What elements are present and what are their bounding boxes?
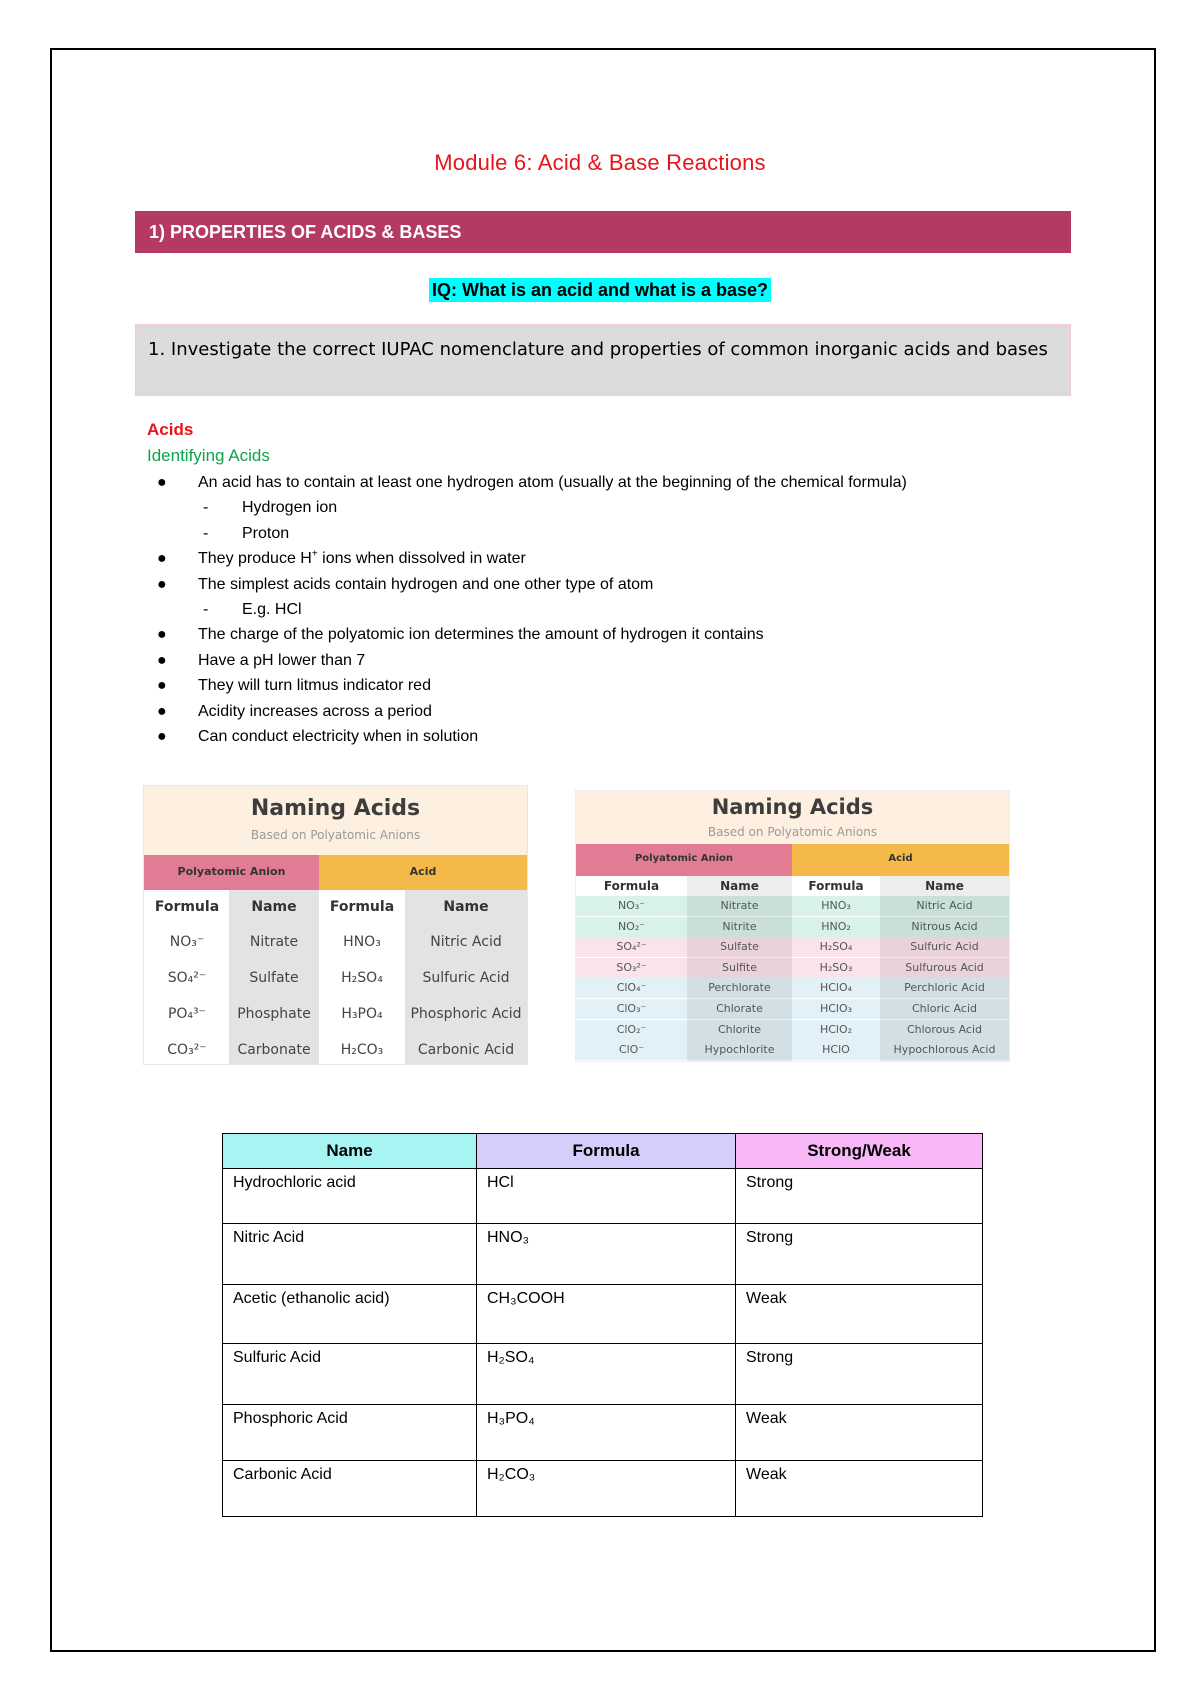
figure-col-header: Formula <box>603 879 660 893</box>
list-item: ● They will turn litmus indicator red <box>147 673 1077 698</box>
inquiry-question: IQ: What is an acid and what is a base? <box>429 278 771 302</box>
bullet-icon: ● <box>157 550 167 568</box>
figure-cell: Carbonate <box>237 1042 311 1058</box>
figure-col-header: Formula <box>329 899 395 915</box>
cell-name: Sulfuric Acid <box>223 1344 477 1405</box>
bullet-icon: ● <box>157 702 167 720</box>
figure-cell: H₂SO₃ <box>819 960 853 974</box>
figure-cell: Sulfite <box>721 960 758 974</box>
list-item: ● They produce H+ ions when dissolved in water <box>147 546 1077 571</box>
cell-formula: H₃PO₄ <box>477 1405 736 1461</box>
cell-formula: CH₃COOH <box>477 1285 736 1344</box>
figure-cell: SO₃²⁻ <box>616 960 647 974</box>
list-item: ● Can conduct electricity when in solution <box>147 724 1077 749</box>
inquiry-question-wrap <box>0 278 1200 302</box>
naming-acids-figure-1 <box>143 785 528 1065</box>
figure-title: Naming Acids <box>711 795 874 819</box>
header-name: Name <box>223 1134 477 1169</box>
syllabus-point: 1. Investigate the correct IUPAC nomenclature and properties of common inorganic acids and bases <box>135 324 1071 396</box>
table-row <box>223 1169 983 1224</box>
figure-cell: Nitrate <box>720 899 759 912</box>
figure-cell: Nitric Acid <box>916 899 973 912</box>
cell-formula: H₂SO₄ <box>477 1344 736 1405</box>
figure-cell: Sulfurous Acid <box>905 960 984 974</box>
list-item: ● The charge of the polyatomic ion determines the amount of hydrogen it contains <box>147 622 1077 647</box>
figure-cell: Chlorite <box>717 1022 762 1036</box>
header-strength: Strong/Weak <box>736 1134 983 1169</box>
bullet-icon: ● <box>157 651 167 669</box>
figure-cell: Sulfuric Acid <box>910 940 979 954</box>
cell-name: Phosphoric Acid <box>223 1405 477 1461</box>
figure-cell: HNO₂ <box>821 919 851 933</box>
table-row <box>223 1405 983 1461</box>
figure-col-header: Formula <box>808 879 864 893</box>
dash-icon: - <box>203 524 209 542</box>
table-header-row <box>223 1134 983 1169</box>
list-item: - Proton <box>147 521 1077 546</box>
figure-cell: HNO₃ <box>343 934 381 950</box>
list-item: ● The simplest acids contain hydrogen and one other type of atom <box>147 572 1077 597</box>
anion-band: Polyatomic Anion <box>144 855 319 890</box>
figure-cell: ClO₄⁻ <box>616 981 647 995</box>
cell-strength: Weak <box>736 1405 983 1461</box>
acid-band: Acid <box>319 855 527 890</box>
figure-col-header: Formula <box>154 899 220 915</box>
cell-formula: HCl <box>477 1169 736 1224</box>
figure-cell: Phosphate <box>237 1006 311 1022</box>
figure-cell: Chlorate <box>716 1002 763 1015</box>
figure-cell: Nitric Acid <box>430 934 502 950</box>
cell-strength: Strong <box>736 1224 983 1285</box>
figure-cell: Sulfuric Acid <box>422 970 510 986</box>
figure-col-header: Name <box>925 879 964 893</box>
figure-cell: Sulfate <box>249 970 299 986</box>
bullet-icon: ● <box>157 677 167 695</box>
dash-icon: - <box>203 600 209 618</box>
list-item: - Hydrogen ion <box>147 495 1077 520</box>
figure-cell: Sulfate <box>720 940 759 954</box>
figure-cell: ClO⁻ <box>618 1043 645 1057</box>
figure-cell: Perchloric Acid <box>904 981 985 995</box>
figure-col-header: Name <box>251 899 297 915</box>
cell-strength: Weak <box>736 1285 983 1344</box>
cell-formula: HNO₃ <box>477 1224 736 1285</box>
table-row <box>223 1285 983 1344</box>
figure-subtitle: Based on Polyatomic Anions <box>707 825 878 839</box>
figure-cell: HClO₂ <box>819 1022 853 1036</box>
identifying-acids-heading: Identifying Acids <box>147 446 270 465</box>
figure-cell: SO₄²⁻ <box>616 940 647 954</box>
dash-icon: - <box>203 499 209 517</box>
figure-cell: Phosphoric Acid <box>410 1006 522 1022</box>
cell-strength: Strong <box>736 1169 983 1224</box>
figure-cell: H₂SO₄ <box>819 940 853 954</box>
bullet-list <box>147 470 1077 749</box>
list-item: ● Have a pH lower than 7 <box>147 648 1077 673</box>
figure-cell: Carbonic Acid <box>417 1042 515 1058</box>
bullet-icon: ● <box>157 575 167 593</box>
figure-cell: NO₃⁻ <box>617 899 646 912</box>
figure-cell: Nitrite <box>722 919 757 933</box>
cell-strength: Weak <box>736 1461 983 1517</box>
naming-acids-figure-2 <box>575 790 1010 1062</box>
figure-cell: NO₃⁻ <box>169 934 205 950</box>
table-row <box>223 1224 983 1285</box>
figure-cell: HNO₃ <box>821 899 851 912</box>
table-row <box>223 1344 983 1405</box>
figure-cell: Nitrate <box>249 934 299 950</box>
figure-title: Naming Acids <box>250 796 421 821</box>
figure-col-header: Name <box>720 879 759 893</box>
figure-cell: H₂CO₃ <box>340 1042 384 1058</box>
cell-formula: H₂CO₃ <box>477 1461 736 1517</box>
header-formula: Formula <box>477 1134 736 1169</box>
cell-name: Hydrochloric acid <box>223 1169 477 1224</box>
cell-strength: Strong <box>736 1344 983 1405</box>
bullet-icon: ● <box>157 727 167 745</box>
acid-strength-table <box>222 1133 983 1517</box>
table-row <box>223 1461 983 1517</box>
figure-cell: HClO <box>822 1043 850 1057</box>
figure-subtitle: Based on Polyatomic Anions <box>250 828 421 842</box>
figure-cell: SO₄²⁻ <box>167 970 207 986</box>
figure-cell: Chloric Acid <box>912 1002 977 1015</box>
figure-cell: Chlorous Acid <box>906 1022 983 1036</box>
figure-cell: Hypochlorite <box>704 1043 775 1057</box>
figure-cell: ClO₃⁻ <box>616 1002 647 1015</box>
list-item: - E.g. HCl <box>147 597 1077 622</box>
list-item: ● An acid has to contain at least one hydrogen atom (usually at the beginning of the chemical formula) <box>147 470 1077 495</box>
figure-cell: HClO₃ <box>819 1002 853 1015</box>
acids-heading: Acids <box>147 420 194 439</box>
anion-band: Polyatomic Anion <box>576 844 792 876</box>
cell-name: Nitric Acid <box>223 1224 477 1285</box>
figure-cell: HClO₄ <box>819 981 853 995</box>
figure-cell: Hypochlorous Acid <box>893 1043 996 1057</box>
page-title: Module 6: Acid & Base Reactions <box>434 150 766 175</box>
figure-cell: ClO₂⁻ <box>616 1022 647 1036</box>
figure-cell: H₃PO₄ <box>341 1006 383 1022</box>
figure-cell: H₂SO₄ <box>341 970 383 986</box>
figure-cell: CO₃²⁻ <box>167 1042 207 1058</box>
bullet-icon: ● <box>157 474 167 491</box>
acid-band: Acid <box>792 844 1009 876</box>
section-heading: 1) PROPERTIES OF ACIDS & BASES <box>135 211 1071 253</box>
figure-cell: Nitrous Acid <box>911 919 978 933</box>
list-item: ● Acidity increases across a period <box>147 699 1077 724</box>
figure-cell: PO₄³⁻ <box>167 1006 207 1022</box>
figure-cell: NO₂⁻ <box>617 919 646 933</box>
figure-col-header: Name <box>443 899 489 915</box>
cell-name: Carbonic Acid <box>223 1461 477 1517</box>
figure-cell: Perchlorate <box>708 981 771 995</box>
cell-name: Acetic (ethanolic acid) <box>223 1285 477 1344</box>
bullet-icon: ● <box>157 626 167 644</box>
